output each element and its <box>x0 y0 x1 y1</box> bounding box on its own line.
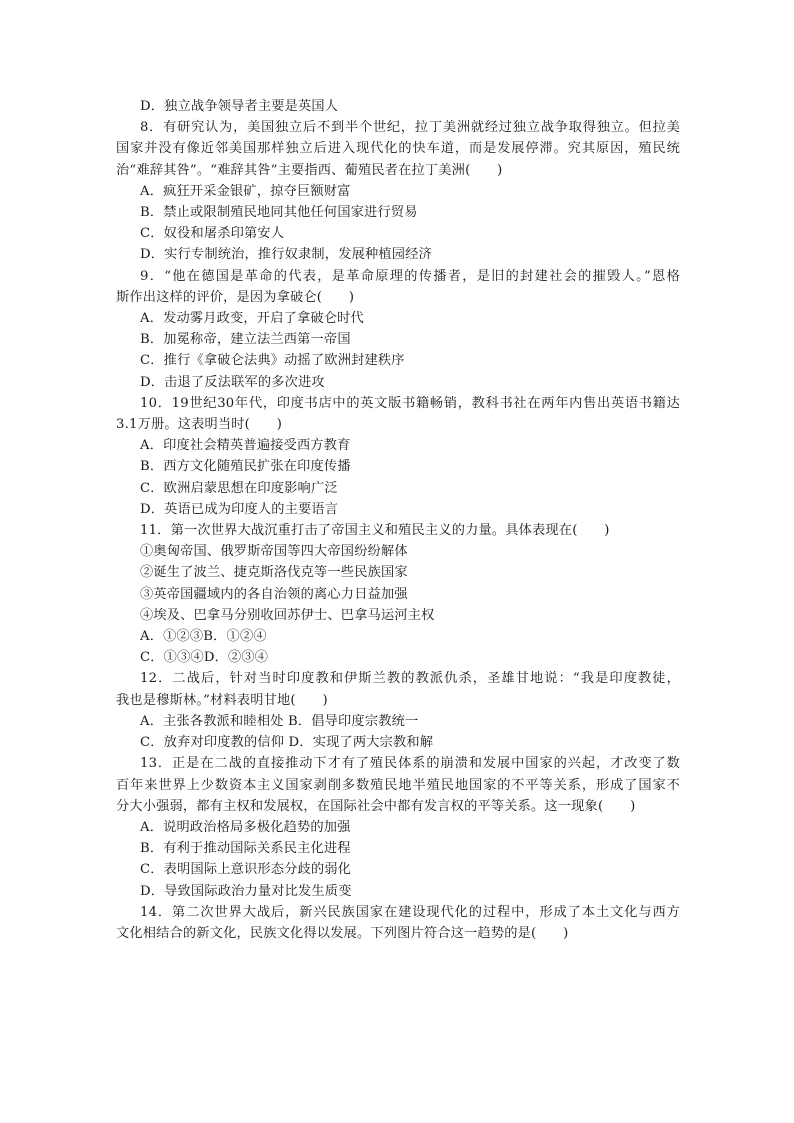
option-a-q9: A．发动雾月政变，开启了拿破仑时代 <box>140 311 364 327</box>
question-13-line-2: 百年来世界上少数资本主义国家剥削多数殖民地半殖民地国家的不平等关系，形成了国家不 <box>116 777 680 793</box>
question-13-line-1: 13．正是在二战的直接推动下才有了殖民体系的崩溃和发展中国家的兴起，才改变了数 <box>140 756 680 772</box>
question-11-line-1: 11．第一次世界大战沉重打击了帝国主义和殖民主义的力量。具体表现在( ) <box>140 523 610 539</box>
option-c-q10: C．欧洲启蒙思想在印度影响广泛 <box>140 480 338 496</box>
question-12-line-2: 我也是穆斯林。”材料表明甘地( ) <box>116 692 328 708</box>
question-9-line-2: 斯作出这样的评价，是因为拿破仑( ) <box>116 289 355 305</box>
option-a-q8: A．疯狂开采金银矿，掠夺巨额财富 <box>140 183 351 199</box>
option-c-q8: C．奴役和屠杀印第安人 <box>140 226 285 242</box>
question-14-line-2: 文化相结合的新文化，民族文化得以发展。下列图片符合这一趋势的是( ) <box>116 925 569 941</box>
option-d-q13: D．导致国际政治力量对比发生质变 <box>140 883 352 899</box>
option-d-q7: D．独立战争领导者主要是英国人 <box>140 99 339 114</box>
options-ab-q12: A．主张各教派和睦相处 B．倡导印度宗教统一 <box>140 713 419 729</box>
question-text-block <box>116 96 680 944</box>
question-12-line-1: 12．二战后，针对当时印度教和伊斯兰教的教派仇杀，圣雄甘地说：“我是印度教徒， <box>140 671 680 687</box>
option-a-q13: A．说明政治格局多极化趋势的加强 <box>140 819 351 835</box>
option-c-q9: C．推行《拿破仑法典》动摇了欧洲封建秩序 <box>140 353 405 369</box>
question-10-line-1: 10．19世纪30年代，印度书店中的英文版书籍畅销，教科书社在两年内售出英语书籍达 <box>140 395 680 411</box>
option-c-q13: C．表明国际上意识形态分歧的弱化 <box>140 862 352 878</box>
option-a-q10: A．印度社会精英普遍接受西方教育 <box>140 438 351 454</box>
question-14-line-1: 14．第二次世界大战后，新兴民族国家在建设现代化的过程中，形成了本土文化与西方 <box>140 904 680 920</box>
options-cd-q11: C．①③④D．②③④ <box>140 650 269 666</box>
statement-3-q11: ③英帝国疆域内的各自治领的离心力日益加强 <box>140 586 408 602</box>
option-b-q9: B．加冕称帝，建立法兰西第一帝国 <box>140 332 351 348</box>
statement-1-q11: ①奥匈帝国、俄罗斯帝国等四大帝国纷纷解体 <box>140 544 408 560</box>
statement-4-q11: ④埃及、巴拿马分别收回苏伊士、巴拿马运河主权 <box>140 607 435 623</box>
option-b-q8: B．禁止或限制殖民地同其他任何国家进行贸易 <box>140 205 418 221</box>
options-ab-q11: A．①②③B．①②④ <box>140 629 267 645</box>
question-8-line-1: 8．有研究认为，美国独立后不到半个世纪，拉丁美洲就经过独立战争取得独立。但拉美 <box>140 120 680 136</box>
option-d-q9: D．击退了反法联军的多次进攻 <box>140 374 325 390</box>
option-b-q10: B．西方文化随殖民扩张在印度传播 <box>140 459 351 475</box>
options-cd-q12: C．放弃对印度教的信仰 D．实现了两大宗教和解 <box>140 735 434 751</box>
option-d-q8: D．实行专制统治，推行奴隶制，发展种植园经济 <box>140 247 432 263</box>
question-9-line-1: 9．“他在德国是革命的代表，是革命原理的传播者，是旧的封建社会的摧毁人。”恩格 <box>140 268 680 284</box>
statement-2-q11: ②诞生了波兰、捷克斯洛伐克等一些民族国家 <box>140 565 408 581</box>
option-d-q10: D．英语已成为印度人的主要语言 <box>140 501 339 517</box>
option-b-q13: B．有利于推动国际关系民主化进程 <box>140 841 351 857</box>
question-8-line-3: 治“难辞其咎”。“难辞其咎”主要指西、葡殖民者在拉丁美洲( ) <box>116 162 503 178</box>
question-8-line-2: 国家并没有像近邻美国那样独立后进入现代化的快车道，而是发展停滞。究其原因，殖民统 <box>116 141 680 157</box>
question-13-line-3: 分大小强弱，都有主权和发展权，在国际社会中都有发言权的平等关系。这一现象( ) <box>116 798 636 814</box>
question-10-line-2: 3.1万册。这表明当时( ) <box>116 417 283 433</box>
